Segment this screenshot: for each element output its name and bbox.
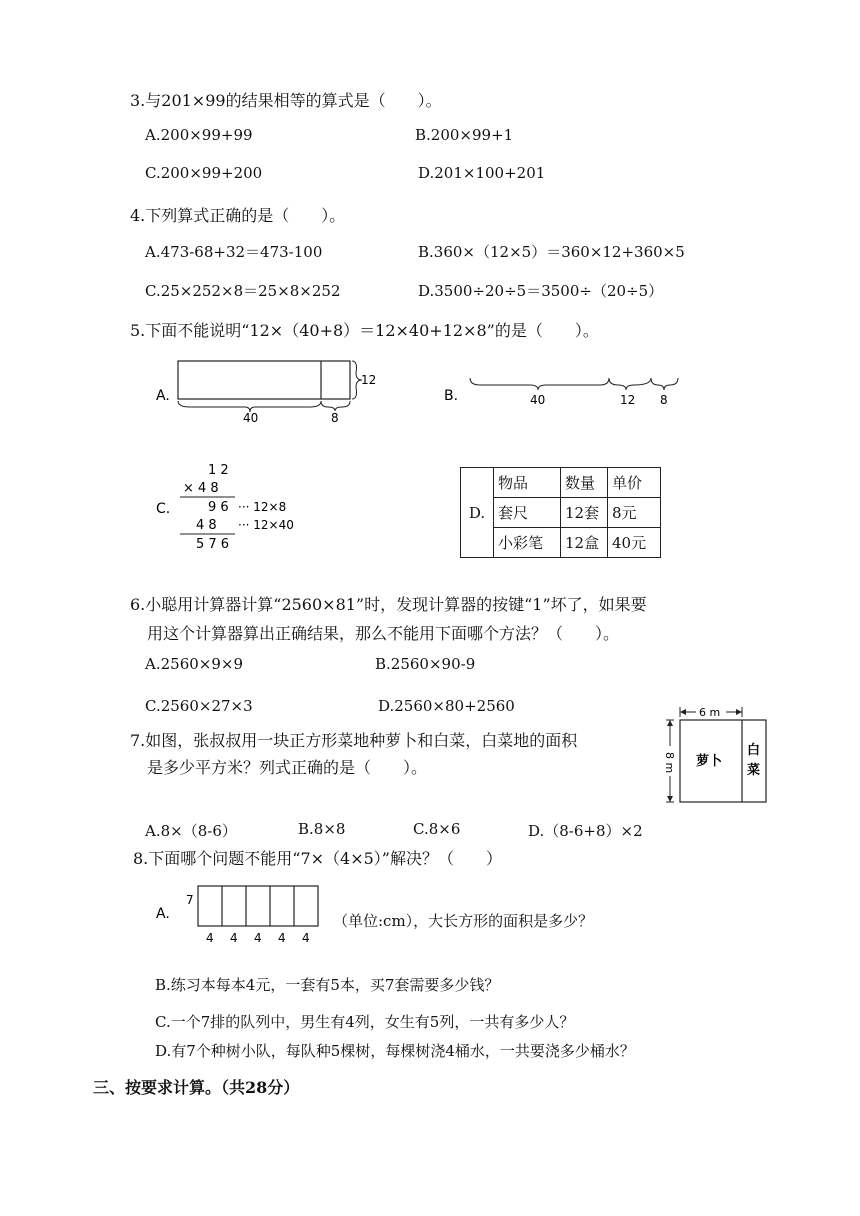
q7-garden-figure bbox=[660, 702, 772, 808]
q3-option-c[interactable]: C.200×99+200 bbox=[145, 164, 263, 182]
q7-width-label: 6 m bbox=[699, 706, 721, 719]
q3-option-b[interactable]: B.200×99+1 bbox=[415, 126, 514, 144]
q7-option-c[interactable]: C.8×6 bbox=[413, 820, 461, 838]
q4-option-d[interactable]: D.3500÷20÷5＝3500÷（20÷5） bbox=[418, 282, 664, 300]
q3-option-a[interactable]: A.200×99+99 bbox=[145, 126, 253, 144]
q5-c-note-2: ··· 12×40 bbox=[238, 518, 294, 532]
q7-arrow-left bbox=[680, 709, 686, 715]
q8-a-width-label: 4 bbox=[206, 931, 214, 945]
q4-stem: 4.下列算式正确的是（ ）。 bbox=[130, 206, 346, 225]
q5-c-note-1: ··· 12×8 bbox=[238, 500, 287, 514]
table-cell: 40元 bbox=[608, 528, 661, 558]
q6-option-a[interactable]: A.2560×9×9 bbox=[145, 655, 243, 673]
section-3-heading: 三、按要求计算。（共28分） bbox=[93, 1078, 300, 1097]
q8-a-width-label: 4 bbox=[230, 931, 238, 945]
q8-a-width-label: 4 bbox=[278, 931, 286, 945]
q5-b-seg3-label: 8 bbox=[660, 393, 668, 407]
q7-option-d[interactable]: D.（8-6+8）×2 bbox=[528, 822, 643, 840]
q8-a-width-label: 4 bbox=[302, 931, 310, 945]
q8-a-label: A. bbox=[156, 906, 170, 922]
q5-c-top-number: 1 2 bbox=[208, 463, 229, 478]
q5-a-brace-bottom-2 bbox=[321, 401, 350, 411]
q5-a-label: A. bbox=[156, 388, 170, 404]
q4-option-b[interactable]: B.360×（12×5）＝360×12+360×5 bbox=[418, 243, 685, 261]
q7-option-b[interactable]: B.8×8 bbox=[298, 820, 346, 838]
q6-stem-line-1: 6.小聪用计算器计算“2560×81”时，发现计算器的按键“1”坏了，如果要 bbox=[130, 595, 647, 614]
q4-option-a[interactable]: A.473-68+32＝473-100 bbox=[145, 243, 323, 261]
q5-c-multiplier: × 4 8 bbox=[183, 481, 219, 496]
q5-c-partial-2: 4 8 bbox=[196, 518, 217, 533]
q5-option-d-table[interactable] bbox=[460, 467, 661, 558]
q7-square-field bbox=[680, 720, 766, 802]
q8-option-c[interactable]: C.一个7排的队列中，男生有4列，女生有5列，一共有多少人？ bbox=[155, 1013, 575, 1031]
table-cell: 12盒 bbox=[561, 528, 608, 558]
q7-arrow-top bbox=[667, 720, 673, 726]
q5-a-rectangle bbox=[178, 361, 350, 399]
table-cell: 小彩笔 bbox=[494, 528, 561, 558]
q5-b-brace-2 bbox=[609, 378, 651, 390]
q7-cabbage-label-bottom: 菜 bbox=[747, 763, 761, 778]
q7-height-label: 8 m bbox=[663, 752, 676, 774]
q7-arrow-bottom bbox=[667, 796, 673, 802]
q5-a-len2-label: 8 bbox=[331, 411, 339, 425]
table-header-price: 单价 bbox=[608, 468, 661, 498]
q8-option-a-text[interactable]: （单位:cm），大长方形的面积是多少？ bbox=[333, 912, 594, 930]
table-cell: 8元 bbox=[608, 498, 661, 528]
q5-option-c-figure[interactable] bbox=[150, 455, 320, 555]
q5-d-label: D. bbox=[461, 468, 494, 558]
q3-option-d[interactable]: D.201×100+201 bbox=[418, 164, 546, 182]
q7-option-a[interactable]: A.8×（8-6） bbox=[145, 822, 237, 840]
table-header-item: 物品 bbox=[494, 468, 561, 498]
q8-a-height-label: 7 bbox=[186, 893, 194, 907]
q5-c-partial-1: 9 6 bbox=[208, 500, 229, 515]
q8-option-b[interactable]: B.练习本每本4元，一套有5本，买7套需要多少钱？ bbox=[155, 976, 500, 994]
q5-a-height-label: 12 bbox=[361, 373, 377, 387]
q6-stem-line-2: 用这个计算器算出正确结果，那么不能用下面哪个方法？（ ）。 bbox=[147, 624, 620, 643]
q4-option-c[interactable]: C.25×252×8＝25×8×252 bbox=[145, 282, 341, 300]
q3-stem: 3.与201×99的结果相等的算式是（ ）。 bbox=[130, 91, 442, 110]
q5-b-brace-1 bbox=[470, 378, 609, 390]
q5-b-seg1-label: 40 bbox=[530, 393, 546, 407]
table-header-quantity: 数量 bbox=[561, 468, 608, 498]
q5-c-label: C. bbox=[156, 501, 171, 517]
q5-a-len1-label: 40 bbox=[243, 411, 259, 425]
q8-a-width-label: 4 bbox=[254, 931, 262, 945]
q8-stem: 8.下面哪个问题不能用“7×（4×5）”解决？（ ） bbox=[133, 849, 502, 868]
q5-option-b-figure[interactable] bbox=[440, 370, 690, 415]
q8-option-a-figure[interactable] bbox=[150, 882, 320, 948]
q5-c-result: 5 7 6 bbox=[196, 537, 230, 552]
q6-option-b[interactable]: B.2560×90-9 bbox=[375, 655, 476, 673]
q8-option-d[interactable]: D.有7个种树小队，每队种5棵树，每棵树浇4桶水，一共要浇多少桶水？ bbox=[155, 1042, 635, 1060]
table-cell: 12套 bbox=[561, 498, 608, 528]
table-cell: 套尺 bbox=[494, 498, 561, 528]
q8-a-rectangle bbox=[198, 886, 318, 926]
q7-stem-line-2: 是多少平方米？列式正确的是（ ）。 bbox=[147, 758, 428, 777]
q5-b-brace-3 bbox=[651, 378, 678, 390]
q5-stem: 5.下面不能说明“12×（40+8）＝12×40+12×8”的是（ ）。 bbox=[130, 321, 599, 340]
q5-b-seg2-label: 12 bbox=[620, 393, 636, 407]
q5-b-label: B. bbox=[444, 388, 459, 404]
q7-radish-label: 萝卜 bbox=[696, 754, 723, 769]
q7-arrow-right bbox=[736, 709, 742, 715]
q7-stem-line-1: 7.如图，张叔叔用一块正方形菜地种萝卜和白菜，白菜地的面积 bbox=[130, 731, 578, 750]
q7-cabbage-label-top: 白 bbox=[747, 743, 761, 758]
q6-option-c[interactable]: C.2560×27×3 bbox=[145, 697, 253, 715]
q6-option-d[interactable]: D.2560×80+2560 bbox=[378, 697, 515, 715]
q5-option-a-figure[interactable] bbox=[150, 355, 377, 430]
